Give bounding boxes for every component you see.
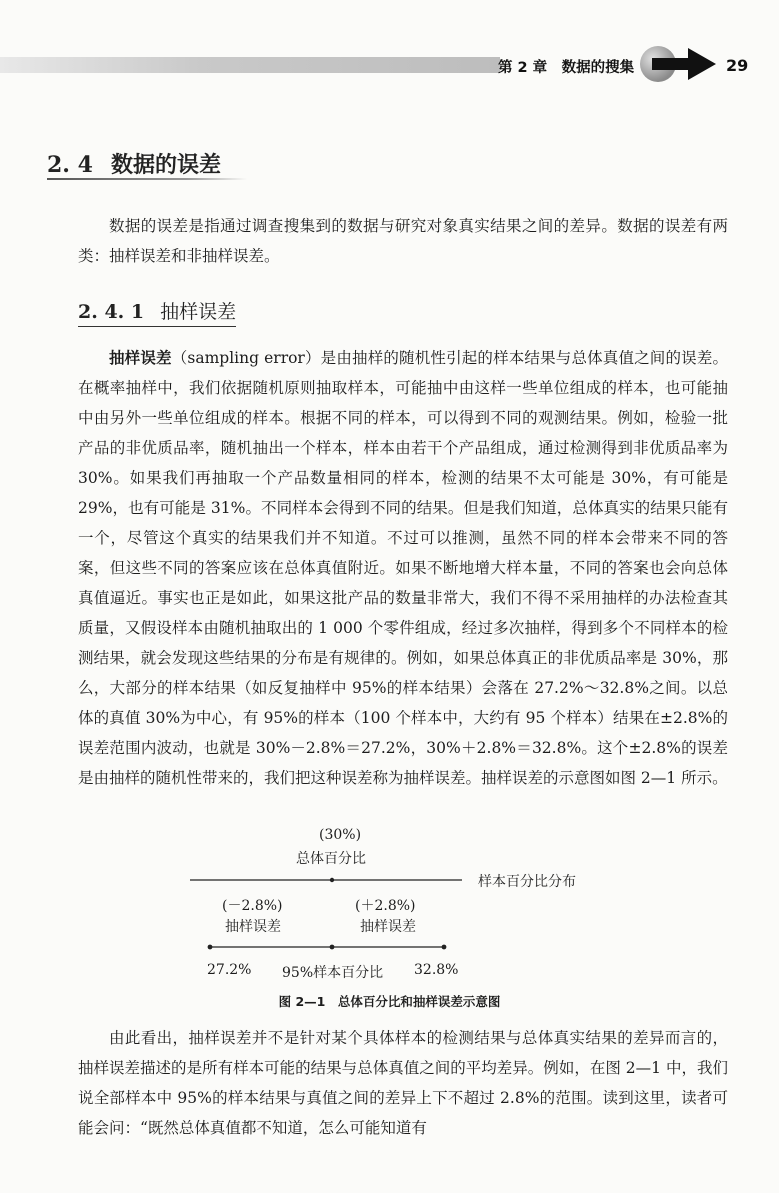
subsection-number: 2. 4. 1	[78, 301, 145, 323]
term-sampling-error: 抽样误差	[109, 348, 172, 367]
figure-top-value: (30%)	[319, 827, 362, 843]
figure-top-label: 总体百分比	[296, 851, 366, 867]
section-heading	[47, 148, 221, 179]
figure-right-error-value: (＋2.8%)	[355, 898, 416, 914]
figure-bottom-center: 95%样本百分比	[282, 965, 384, 981]
subsection-title: 抽样误差	[160, 301, 237, 323]
interval-left-dot	[208, 945, 213, 950]
figure-left-error-label: 抽样误差	[225, 919, 281, 935]
figure-caption: 图 2—1 总体百分比和抽样误差示意图	[278, 994, 501, 1009]
figure-left-error-value: (－2.8%)	[222, 898, 283, 914]
interval-center-dot	[330, 945, 335, 950]
subsection-heading	[78, 297, 236, 327]
figure-bottom-right: 32.8%	[414, 962, 459, 978]
section-underline	[47, 178, 247, 180]
figure-line-label: 样本百分比分布	[478, 874, 576, 890]
section-number: 2. 4	[47, 152, 93, 178]
figure-right-error-label: 抽样误差	[360, 919, 416, 935]
page-number: 29	[726, 56, 749, 75]
interval-right-dot	[442, 945, 447, 950]
header-band	[0, 57, 500, 73]
sampling-error-paragraph	[78, 343, 728, 793]
header-chapter-title: 第 2 章 数据的搜集	[498, 60, 635, 76]
arrow-right-icon	[638, 44, 720, 84]
intro-paragraph: 数据的误差是指通过调查搜集到的数据与研究对象真实结果之间的差异。数据的误差有两类：抽样误差和非抽样误差。	[78, 217, 728, 265]
population-center-dot	[330, 878, 334, 882]
figure-bottom-left: 27.2%	[207, 962, 252, 978]
paragraph-body: （sampling error）是由抽样的随机性引起的样本结果与总体真值之间的误差。在概率抽样中，我们依据随机原则抽取样本，可能抽中由这样一些单位组成的样本，也可能抽中由另外一些单位组成的样本。根据不同的样本，可以得到不同的观测结果。例如，检验一批产品的非优质品率，随机抽出一个样本，样本由若干个产品组成，通过检测得到非优质品率为 30%。如果我们再抽取一个产品数量相同的样本，检测的结果不太可能是 30%，有可能是 29%，也有可能是 31%。不同样本会得到不同的结果。但是我们知道，总体真实的结果只能有一个，尽管这个真实的结果我们并不知道。不过可以推测，虽然不同的样本会带来不同的答案，但这些不同的答案应该在总体真值附近。如果不断地增大样本量，不同的答案也会向总体真值逼近。事实也正是如此，如果这批产品的数量非常大，我们不得不采用抽样的办法检查其质量，又假设样本由随机抽取出的 1 000 个零件组成，经过多次抽样，得到多个不同样本的检测结果，就会发现这些结果的分布是有规律的。例如，如果总体真正的非优质品率是 30%，那么，大部分的样本结果（如反复抽样中 95%的样本结果）会落在 27.2%～32.8%之间。以总体的真值 30%为中心，有 95%的样本（100 个样本中，大约有 95 个样本）结果在±2.8%的误差范围内波动，也就是 30%－2.8%＝27.2%，30%＋2.8%＝32.8%。这个±2.8%的误差是由抽样的随机性带来的，我们把这种误差称为抽样误差。抽样误差的示意图如图 2—1 所示。	[78, 349, 728, 787]
section-title: 数据的误差	[110, 153, 221, 178]
conclusion-paragraph: 由此看出，抽样误差并不是针对某个具体样本的检测结果与总体真实结果的差异而言的，抽样误差描述的是所有样本可能的结果与总体真值之间的平均差异。例如，在图 2—1 中，我们说全部样本中 95%的样本结果与真值之间的差异上下不超过 2.8%的范围。读到这里，读者可能会问：“既然总体真值都不知道，怎么可能知道有	[78, 1029, 728, 1137]
